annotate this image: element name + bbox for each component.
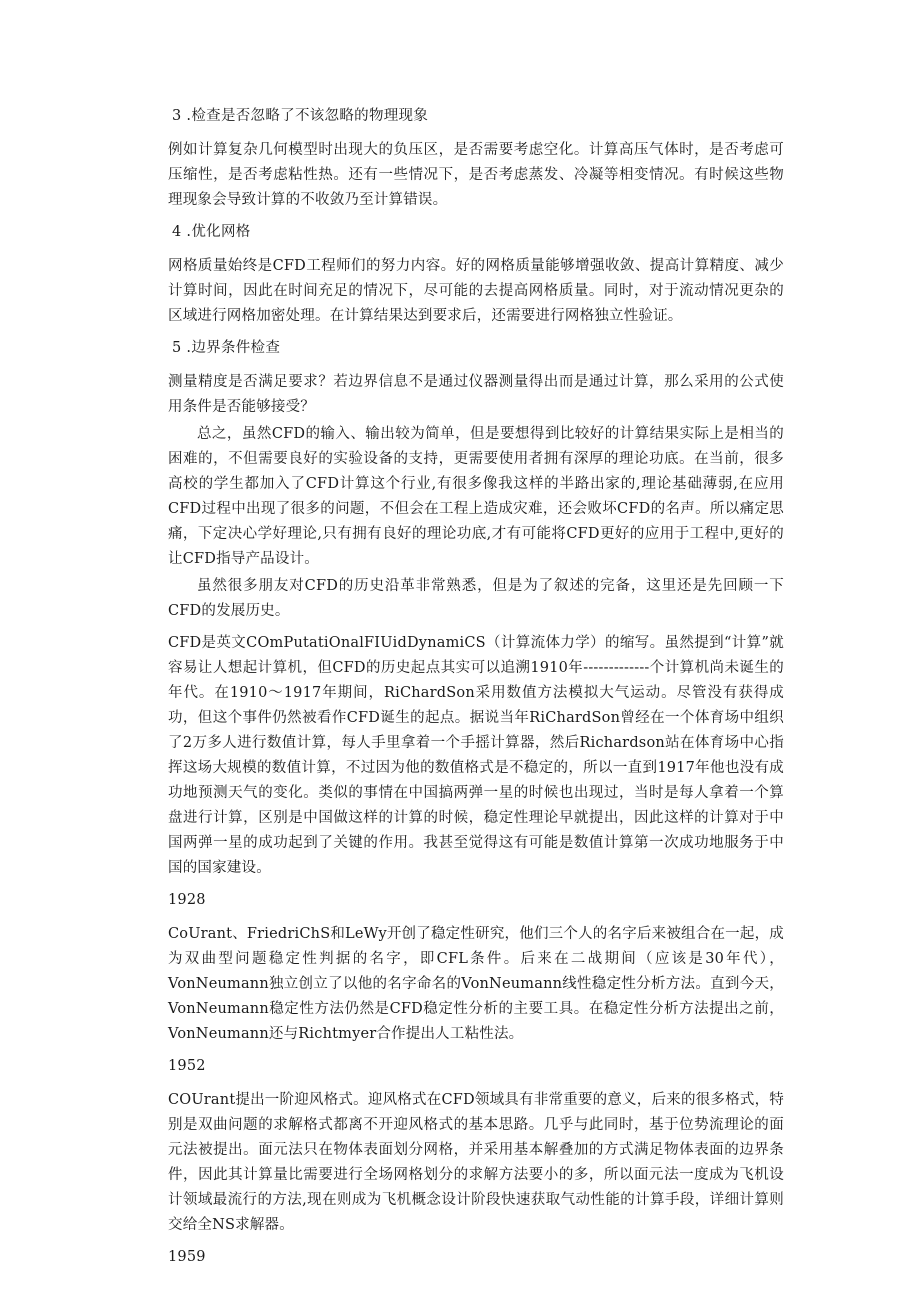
- paragraph-history-intro: 虽然很多朋友对CFD的历史沿革非常熟悉，但是为了叙述的完备，这里还是先回顾一下CFD的发展历史。: [168, 578, 784, 619]
- year-1928: 1928: [168, 892, 206, 908]
- paragraph-boundary-check: 测量精度是否满足要求？若边界信息不是通过仪器测量得出而是通过计算，那么采用的公式使用条件是否能够接受？: [168, 374, 784, 415]
- section-heading-4: 4 .优化网格: [172, 224, 251, 240]
- paragraph-summary: 总之，虽然CFD的输入、输出较为简单，但是要想得到比较好的计算结果实际上是相当的困难的，不但需要良好的实验设备的支持，更需要使用者拥有深厚的理论功底。在当前，很多高校的学生都加入了CFD计算这个行业,有很多像我这样的半路出家的,理论基础薄弱,在应用CFD过程中出现了很多的问题，不但会在工程上造成灾难，还会败坏CFD的名声。所以痛定思痛，下定决心学好理论,只有拥有良好的理论功底,才有可能将CFD更好的应用于工程中,更好的让CFD指导产品设计。: [168, 426, 784, 567]
- paragraph-physics-check: 例如计算复杂几何模型时出现大的负压区，是否需要考虑空化。计算高压气体时，是否考虑可压缩性，是否考虑粘性热。还有一些情况下，是否考虑蒸发、冷凝等相变情况。有时候这些物理现象会导致计算的不收敛乃至计算错误。: [168, 142, 784, 208]
- paragraph-mesh-optimization: 网格质量始终是CFD工程师们的努力内容。好的网格质量能够增强收敛、提高计算精度、减少计算时间，因此在时间充足的情况下，尽可能的去提高网格质量。同时，对于流动情况更杂的区域进行网格加密处理。在计算结果达到要求后，还需要进行网格独立性验证。: [168, 258, 784, 324]
- section-heading-5: 5 .边界条件检查: [172, 340, 281, 356]
- paragraph-1952: COUrant提出一阶迎风格式。迎风格式在CFD领域具有非常重要的意义，后来的很多格式，特别是双曲问题的求解格式都离不开迎风格式的基本思路。几乎与此同时，基于位势流理论的面元法被提出。面元法只在物体表面划分网格，并采用基本解叠加的方式满足物体表面的边界条件，因此其计算量比需要进行全场网格划分的求解方法要小的多，所以面元法一度成为飞机设计领域最流行的方法,现在则成为飞机概念设计阶段快速获取气动性能的计算手段，详细计算则交给全NS求解器。: [168, 1092, 784, 1233]
- document-page: [168, 104, 784, 1279]
- paragraph-1928: CoUrant、FriedriChS和LeWy开创了稳定性研究，他们三个人的名字后来被组合在一起，成为双曲型问题稳定性判据的名字，即CFL条件。后来在二战期间（应该是30年代），VonNeumann独立创立了以他的名字命名的VonNeumann线性稳定性分析方法。直到今天，VonNeumann稳定性方法仍然是CFD稳定性分析的主要工具。在稳定性分析方法提出之前，VonNeumann还与Richtmyer合作提出人工粘性法。: [168, 926, 784, 1042]
- year-1952: 1952: [168, 1058, 206, 1074]
- year-1959: 1959: [168, 1249, 206, 1265]
- section-heading-3: 3 .检查是否忽略了不该忽略的物理现象: [172, 108, 429, 124]
- paragraph-cfd-origin: CFD是英文COmPutatiOnalFIUidDynamiCS（计算流体力学）的缩写。虽然提到“计算”就容易让人想起计算机，但CFD的历史起点其实可以追溯1910年-------------个计算机尚未诞生的年代。在1910～1917年期间，RiChardSon采用数值方法模拟大气运动。尽管没有获得成功，但这个事件仍然被看作CFD诞生的起点。据说当年RiChardSon曾经在一个体育场中组织了2万多人进行数值计算，每人手里拿着一个手摇计算器，然后Richardson站在体育场中心指挥这场大规模的数值计算，不过因为他的数值格式是不稳定的，所以一直到1917年他也没有成功地预测天气的变化。类似的事情在中国搞两弹一星的时候也出现过，当时是每人拿着一个算盘进行计算，区别是中国做这样的计算的时候，稳定性理论早就提出，因此这样的计算对于中国两弹一星的成功起到了关键的作用。我甚至觉得这有可能是数值计算第一次成功地服务于中国的国家建设。: [168, 635, 784, 876]
